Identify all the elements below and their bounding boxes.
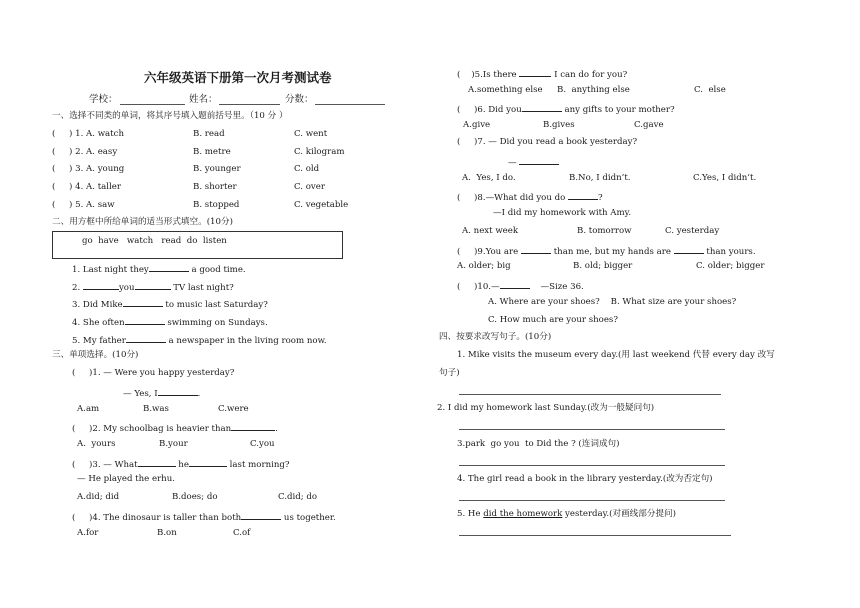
name-blank[interactable] xyxy=(219,104,280,105)
s3-q8-opt-c: C. yesterday xyxy=(665,226,720,236)
s3-q4-opt-a: A.for xyxy=(77,528,99,538)
s3-q1-opt-c: C.were xyxy=(218,404,249,414)
page-title: 六年级英语下册第一次月考测试卷 xyxy=(144,70,332,85)
s1-q2: ( ) 2. A. easy xyxy=(52,147,118,157)
answer-line[interactable] xyxy=(459,429,725,430)
s3-q9-opt-c: C. older; bigger xyxy=(696,261,765,271)
s1-q5: ( ) 5. A. saw xyxy=(52,200,115,210)
s3-q9: ( )9.You are than me, but my hands are than yours. xyxy=(457,244,756,258)
s3-q6: ( )6. Did you any gifts to your mother? xyxy=(457,102,675,116)
answer-line[interactable] xyxy=(459,394,721,395)
s1-q1-b: B. read xyxy=(193,129,225,139)
word-box-words: go have watch read do listen xyxy=(82,236,227,246)
answer-blank[interactable] xyxy=(138,457,176,467)
school-label: 学校： xyxy=(89,94,118,105)
answer-blank[interactable] xyxy=(83,280,119,290)
score-blank[interactable] xyxy=(315,104,385,105)
s3-q9-opt-b: B. old; bigger xyxy=(573,261,633,271)
s3-q4-opt-b: B.on xyxy=(157,528,177,538)
s1-q4: ( ) 4. A. taller xyxy=(52,182,121,192)
school-blank[interactable] xyxy=(120,104,185,105)
s3-q8-answer: —I did my homework with Amy. xyxy=(493,208,632,218)
answer-blank[interactable] xyxy=(123,297,163,307)
answer-blank[interactable] xyxy=(126,333,166,343)
underlined-phrase: did the homework xyxy=(483,509,563,519)
s3-q1: ( )1. — Were you happy yesterday? xyxy=(72,368,235,378)
s1-q5-b: B. stopped xyxy=(193,200,240,210)
s1-q1-c: C. went xyxy=(294,129,328,139)
s1-q4-c: C. over xyxy=(294,182,325,192)
section3-heading: 三、单项选择。(10分) xyxy=(52,350,139,360)
s3-q8-opt-a: A. next week xyxy=(462,226,519,236)
s4-q4: 4. The girl read a book in the library yesterday.(改为否定句) xyxy=(457,474,713,484)
s3-q3-opt-a: A.did; did xyxy=(77,492,120,502)
s3-q5-opt-b: B. anything else xyxy=(557,85,630,95)
answer-blank[interactable] xyxy=(519,67,551,77)
s1-q2-b: B. metre xyxy=(193,147,231,157)
answer-blank[interactable] xyxy=(149,262,189,272)
answer-blank[interactable] xyxy=(568,190,598,200)
s3-q8-opt-b: B. tomorrow xyxy=(577,226,632,236)
answer-line[interactable] xyxy=(459,535,731,536)
s1-q3: ( ) 3. A. young xyxy=(52,164,125,174)
s3-q2: ( )2. My schoolbag is heavier than . xyxy=(72,421,278,435)
s3-q3-answer: — He played the erhu. xyxy=(77,474,175,484)
s3-q10-opts-ab: A. Where are your shoes? B. What size are your shoes? xyxy=(488,297,737,307)
s3-q3-opt-b: B.does; do xyxy=(172,492,218,502)
s1-q1: ( ) 1. A. watch xyxy=(52,129,124,139)
s3-q6-opt-c: C.gave xyxy=(634,120,664,130)
answer-blank[interactable] xyxy=(521,244,551,254)
s2-q4: 4. She often swimming on Sundays. xyxy=(72,315,268,329)
answer-line[interactable] xyxy=(459,465,725,466)
s3-q7-opt-b: B.No, I didn’t. xyxy=(569,173,631,183)
s3-q6-opt-a: A.give xyxy=(463,120,491,130)
answer-blank[interactable] xyxy=(158,386,198,396)
s2-q5: 5. My father a newspaper in the living room now. xyxy=(72,333,327,347)
s3-q10-opt-c: C. How much are your shoes? xyxy=(488,315,618,325)
s3-q4-opt-c: C.of xyxy=(233,528,251,538)
answer-blank[interactable] xyxy=(135,280,171,290)
score-label: 分数： xyxy=(285,94,314,105)
s3-q5: ( )5.Is there I can do for you? xyxy=(457,67,627,81)
answer-blank[interactable] xyxy=(519,155,559,165)
s3-q9-opt-a: A. older; big xyxy=(457,261,511,271)
s2-q3: 3. Did Mike to music last Saturday? xyxy=(72,297,268,311)
s1-q2-c: C. kilogram xyxy=(294,147,345,157)
name-label: 姓名： xyxy=(189,94,218,105)
answer-blank[interactable] xyxy=(674,244,704,254)
s4-q1-cont: 句子) xyxy=(439,368,460,378)
section2-heading: 二、用方框中所给单词的适当形式填空。(10分) xyxy=(52,217,233,227)
answer-blank[interactable] xyxy=(522,102,562,112)
s2-q1: 1. Last night they a good time. xyxy=(72,262,246,276)
s3-q5-opt-c: C. else xyxy=(694,85,726,95)
s1-q4-b: B. shorter xyxy=(193,182,237,192)
answer-blank[interactable] xyxy=(500,279,530,289)
s3-q4: ( )4. The dinosaur is taller than both us together. xyxy=(72,510,336,524)
section4-heading: 四、按要求改写句子。(10分) xyxy=(439,332,552,342)
s3-q2-opt-b: B.your xyxy=(159,439,188,449)
s4-q2: 2. I did my homework last Sunday.(改为一般疑问句) xyxy=(437,403,655,413)
s4-q3: 3.park go you to Did the ? (连词成句) xyxy=(457,439,620,449)
section1-heading: 一、选择不同类的单词，将其序号填入题前括号里。（10 分 ） xyxy=(52,111,288,121)
s1-q3-b: B. younger xyxy=(193,164,241,174)
s4-q5: 5. He did the homework yesterday.(对画线部分提问) xyxy=(457,509,676,519)
s4-q1: 1. Mike visits the museum every day.(用 last weekend 代替 every day 改写 xyxy=(457,350,775,360)
answer-blank[interactable] xyxy=(241,510,281,520)
answer-blank[interactable] xyxy=(231,421,275,431)
s3-q7-opt-a: A. Yes, I do. xyxy=(462,173,516,183)
s3-q1-opt-b: B.was xyxy=(143,404,169,414)
s3-q3: ( )3. — What he last morning? xyxy=(72,457,290,471)
s3-q1-opt-a: A.am xyxy=(77,404,100,414)
s3-q5-opt-a: A.something else xyxy=(468,85,543,95)
s3-q2-opt-c: C.you xyxy=(250,439,275,449)
answer-blank[interactable] xyxy=(125,315,165,325)
s1-q3-c: C. old xyxy=(294,164,320,174)
s3-q3-opt-c: C.did; do xyxy=(278,492,318,502)
answer-blank[interactable] xyxy=(189,457,227,467)
answer-line[interactable] xyxy=(459,500,725,501)
s3-q7: ( )7. — Did you read a book yesterday? xyxy=(457,137,638,147)
s2-q2: 2. you TV last night? xyxy=(72,280,234,294)
s3-q10: ( )10.— —Size 36. xyxy=(457,279,584,293)
s3-q8: ( )8.—What did you do ? xyxy=(457,190,603,204)
s3-q2-opt-a: A. yours xyxy=(77,439,116,449)
s3-q6-opt-b: B.gives xyxy=(543,120,575,130)
s3-q7-opt-c: C.Yes, I didn’t. xyxy=(693,173,757,183)
s3-q7-answer: — xyxy=(508,155,559,169)
s1-q5-c: C. vegetable xyxy=(294,200,349,210)
s3-q1-answer: — Yes, I . xyxy=(123,386,200,400)
